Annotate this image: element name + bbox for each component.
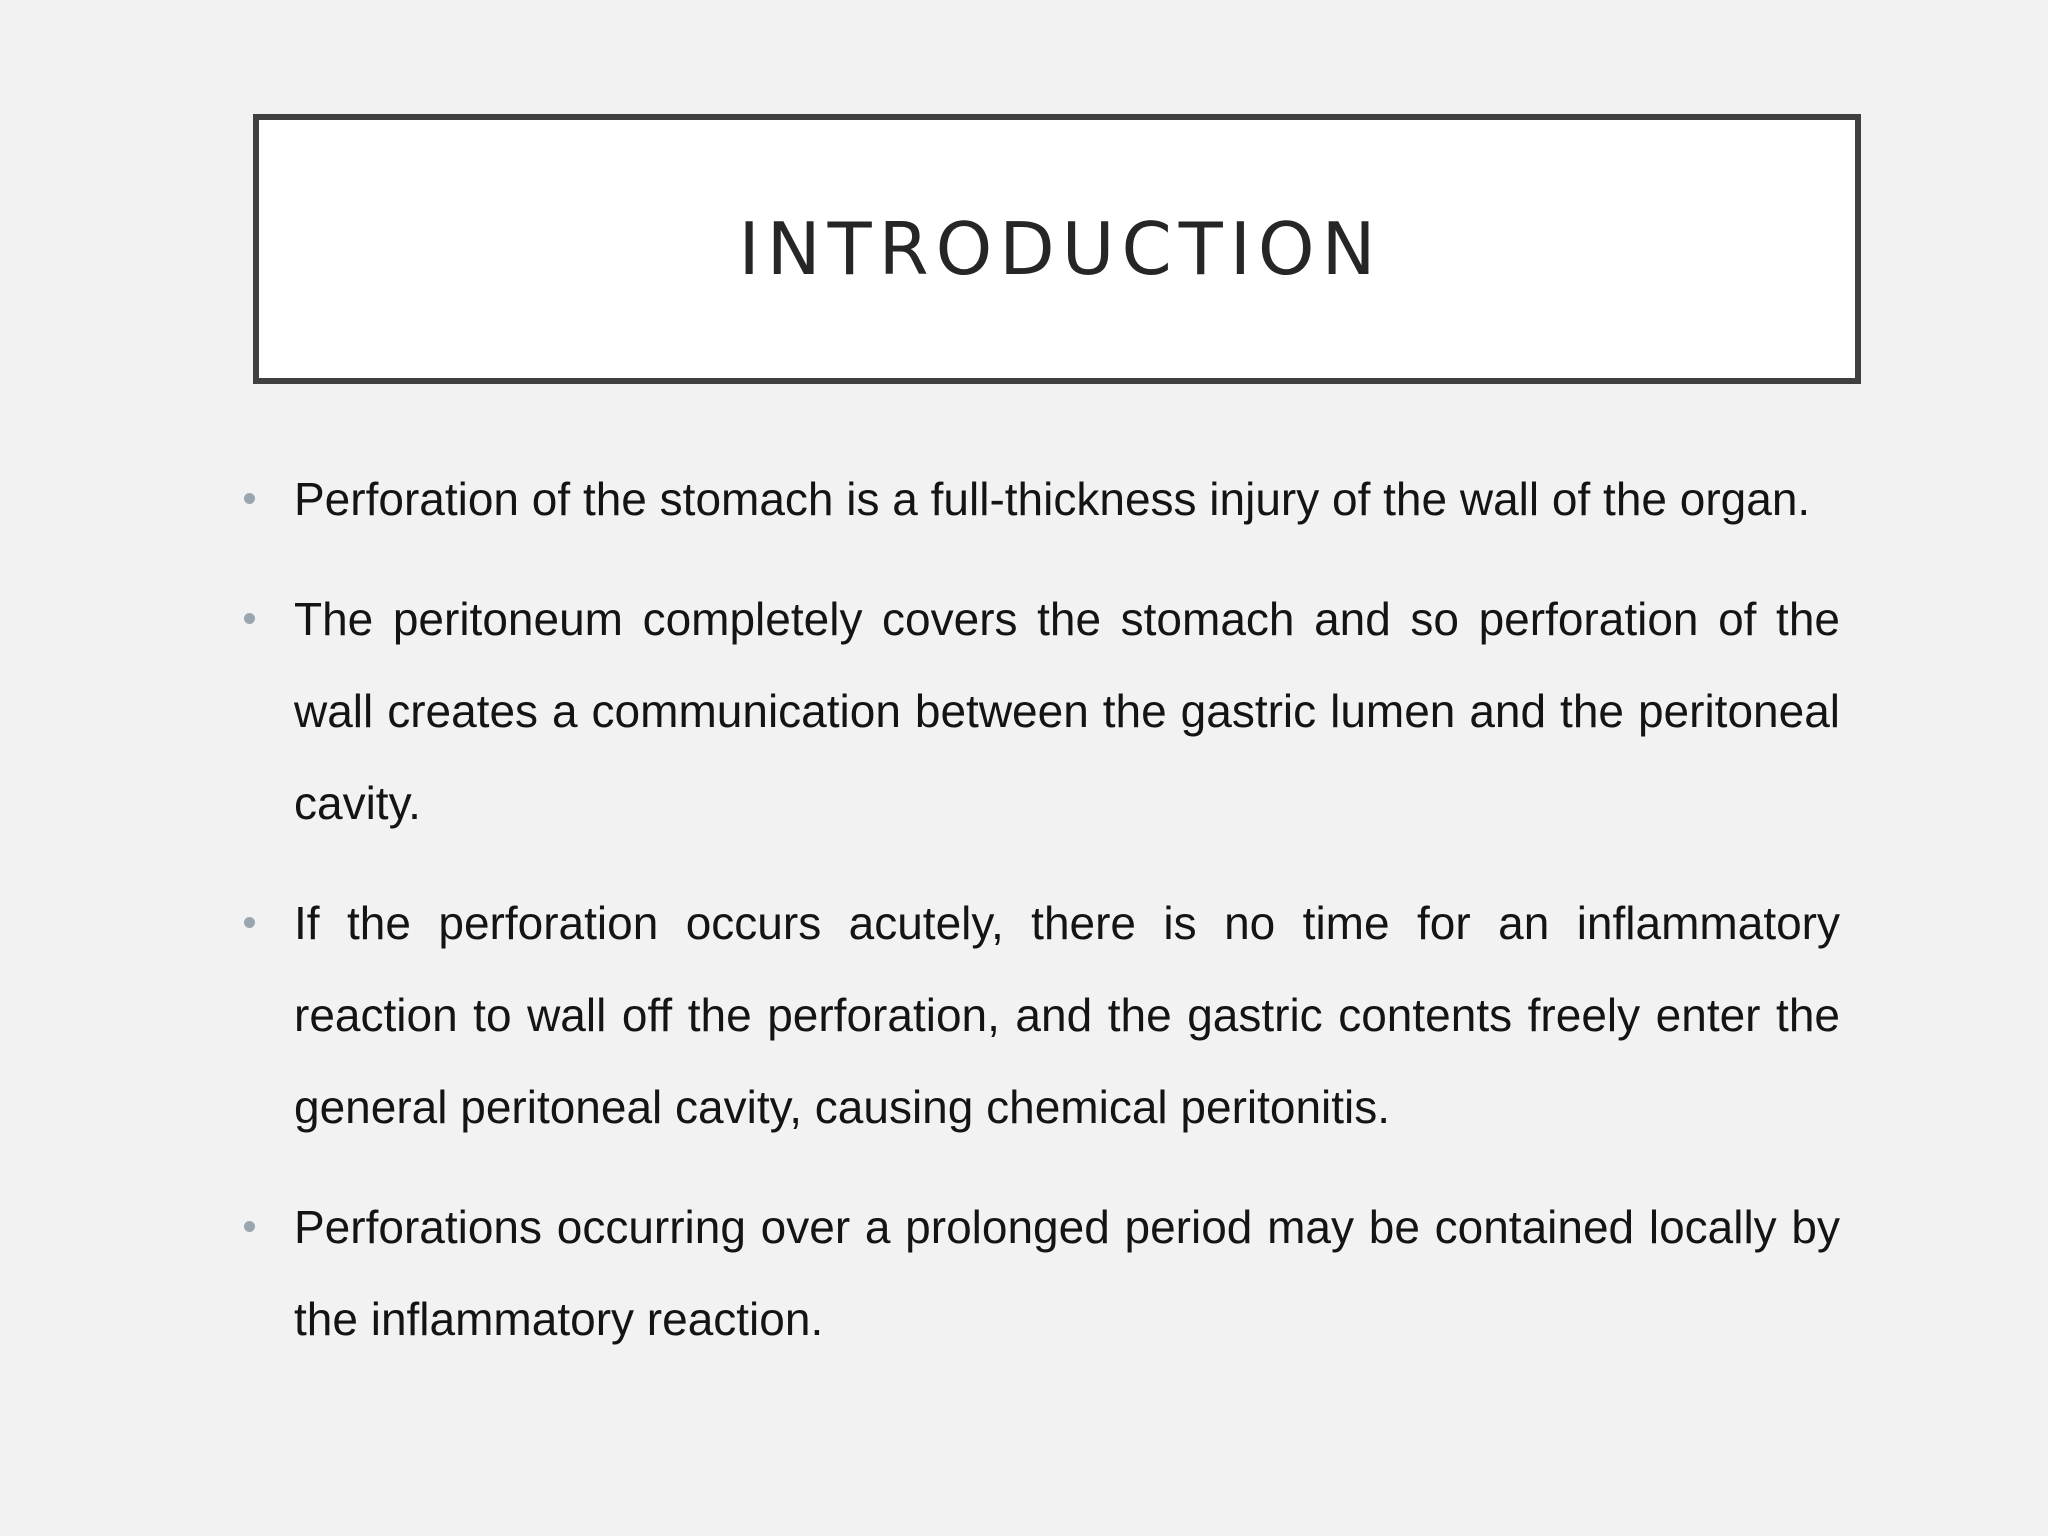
title-box — [253, 114, 1861, 384]
bullet-text: If the perforation occurs acutely, there is no time for an inflammatory reaction to wall off the perforation, and the gastric contents freely enter the general peritoneal cavity, causing chemical peritonitis. — [294, 897, 1840, 1133]
bullet-list — [244, 453, 1840, 1393]
bullet-item — [244, 573, 1840, 849]
bullet-item — [244, 453, 1840, 545]
bullet-text: Perforations occurring over a prolonged period may be contained locally by the inflammatory reaction. — [294, 1201, 1840, 1345]
bullet-item — [244, 877, 1840, 1153]
bullet-dot-icon — [244, 1221, 255, 1232]
bullet-text: The peritoneum completely covers the stomach and so perforation of the wall creates a communication between the gastric lumen and the peritoneal cavity. — [294, 593, 1840, 829]
bullet-text: Perforation of the stomach is a full-thickness injury of the wall of the organ. — [294, 473, 1811, 525]
bullet-dot-icon — [244, 493, 255, 504]
bullet-dot-icon — [244, 917, 255, 928]
bullet-item — [244, 1181, 1840, 1365]
slide-title: INTRODUCTION — [738, 207, 1383, 291]
bullet-dot-icon — [244, 613, 255, 624]
